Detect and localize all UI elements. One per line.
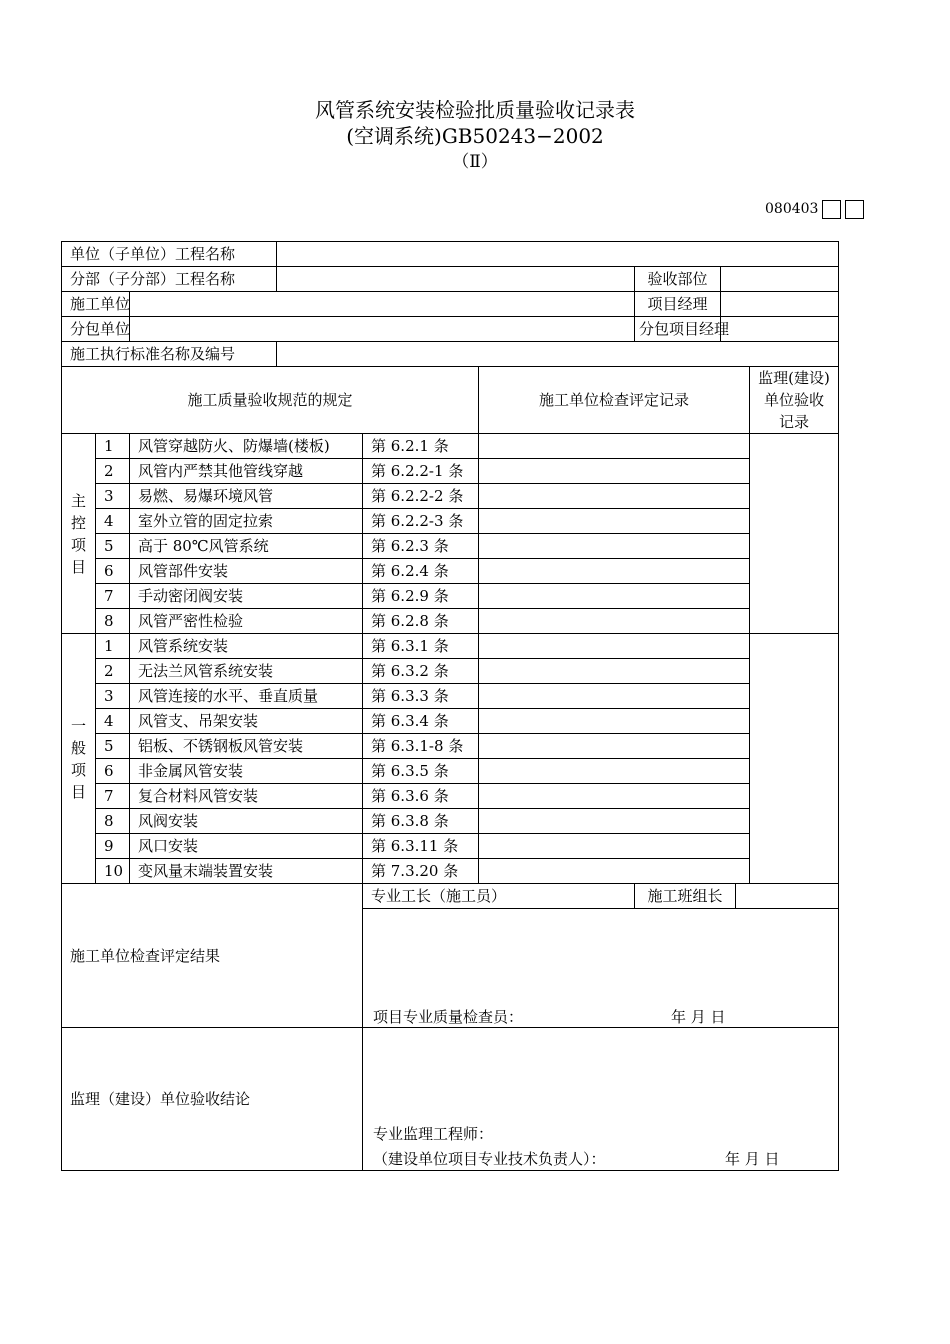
item-check-record[interactable]	[479, 609, 750, 634]
item-name: 风管内严禁其他管线穿越	[130, 459, 363, 484]
foreman-label: 专业工长（施工员）	[363, 884, 635, 909]
standard-name-label: 施工执行标准名称及编号	[62, 342, 277, 367]
main-items-category-label: 主控项目	[70, 491, 86, 576]
general-item-row	[62, 634, 839, 659]
item-number: 9	[96, 834, 130, 859]
item-clause: 第 6.2.4 条	[363, 559, 479, 584]
item-check-record[interactable]	[479, 559, 750, 584]
item-number: 6	[96, 759, 130, 784]
item-number: 1	[96, 434, 130, 459]
item-check-record[interactable]	[479, 659, 750, 684]
item-name: 变风量末端装置安装	[130, 859, 363, 884]
item-name: 风管严密性检验	[130, 609, 363, 634]
item-number: 3	[96, 484, 130, 509]
standard-name-value[interactable]	[277, 342, 839, 367]
supervision-conclusion-area[interactable]	[363, 1028, 839, 1171]
item-check-record[interactable]	[479, 859, 750, 884]
construction-result-area[interactable]	[363, 909, 839, 1028]
item-check-record[interactable]	[479, 834, 750, 859]
item-clause: 第 6.2.2-3 条	[363, 509, 479, 534]
item-clause: 第 6.3.6 条	[363, 784, 479, 809]
form-subtitle: (空调系统)GB50243−2002	[346, 124, 604, 148]
item-number: 2	[96, 459, 130, 484]
item-check-record[interactable]	[479, 684, 750, 709]
item-clause: 第 6.2.1 条	[363, 434, 479, 459]
item-name: 高于 80℃风管系统	[130, 534, 363, 559]
supervision-record-column-header: 监理(建设)单位验收记录	[750, 367, 839, 434]
item-name: 风管系统安装	[130, 634, 363, 659]
unit-project-name-value[interactable]	[277, 242, 839, 267]
item-check-record[interactable]	[479, 734, 750, 759]
general-item-row	[62, 834, 839, 859]
subcontract-manager-value[interactable]	[721, 317, 839, 342]
check-record-column-header: 施工单位检查评定记录	[479, 367, 750, 434]
main-item-row	[62, 534, 839, 559]
code-box-2[interactable]	[845, 200, 864, 219]
acceptance-part-label: 验收部位	[635, 267, 721, 292]
general-item-row	[62, 784, 839, 809]
item-number: 5	[96, 734, 130, 759]
general-item-row	[62, 759, 839, 784]
general-item-row	[62, 809, 839, 834]
item-clause: 第 7.3.20 条	[363, 859, 479, 884]
item-name: 风阀安装	[130, 809, 363, 834]
general-item-row	[62, 734, 839, 759]
quality-inspector-label: 项目专业质量检查员：	[373, 1008, 524, 1026]
item-number: 3	[96, 684, 130, 709]
spec-column-header: 施工质量验收规范的规定	[62, 367, 479, 434]
item-number: 7	[96, 584, 130, 609]
item-name: 铝板、不锈钢板风管安装	[130, 734, 363, 759]
item-clause: 第 6.2.2-1 条	[363, 459, 479, 484]
item-clause: 第 6.3.5 条	[363, 759, 479, 784]
general-item-row	[62, 859, 839, 884]
general-item-row	[62, 709, 839, 734]
item-name: 手动密闭阀安装	[130, 584, 363, 609]
subcontract-unit-value[interactable]	[130, 317, 635, 342]
item-check-record[interactable]	[479, 709, 750, 734]
item-clause: 第 6.3.4 条	[363, 709, 479, 734]
form-part-number: （Ⅱ）	[452, 152, 498, 172]
unit-project-name-label: 单位（子单位）工程名称	[62, 242, 277, 267]
item-clause: 第 6.3.1 条	[363, 634, 479, 659]
item-name: 易燃、易爆环境风管	[130, 484, 363, 509]
item-number: 8	[96, 809, 130, 834]
construction-unit-label: 施工单位	[62, 292, 130, 317]
main-item-row	[62, 559, 839, 584]
sub-project-name-value[interactable]	[277, 267, 635, 292]
item-check-record[interactable]	[479, 809, 750, 834]
form-code-number: 080403	[765, 201, 819, 217]
owner-tech-lead-label: （建设单位项目专业技术负责人）：	[373, 1150, 606, 1168]
team-leader-cell	[647, 884, 839, 909]
item-clause: 第 6.3.1-8 条	[363, 734, 479, 759]
general-item-row	[62, 684, 839, 709]
main-item-row	[62, 434, 839, 459]
item-name: 风管支、吊架安装	[130, 709, 363, 734]
team-leader-label: 施工班组长	[635, 884, 736, 908]
supervision-engineer-label: 专业监理工程师：	[373, 1125, 494, 1143]
main-item-row	[62, 584, 839, 609]
item-number: 7	[96, 784, 130, 809]
item-name: 复合材料风管安装	[130, 784, 363, 809]
form-code	[765, 198, 864, 220]
construction-result-label: 施工单位检查评定结果	[62, 884, 363, 1028]
item-clause: 第 6.2.3 条	[363, 534, 479, 559]
main-item-row	[62, 609, 839, 634]
general-items-category-label: 一般项目	[70, 716, 86, 801]
item-clause: 第 6.2.9 条	[363, 584, 479, 609]
item-check-record[interactable]	[479, 634, 750, 659]
item-number: 1	[96, 634, 130, 659]
general-item-row	[62, 659, 839, 684]
construction-unit-value[interactable]	[130, 292, 635, 317]
item-name: 风管部件安装	[130, 559, 363, 584]
item-clause: 第 6.2.8 条	[363, 609, 479, 634]
item-check-record[interactable]	[479, 534, 750, 559]
item-check-record[interactable]	[479, 459, 750, 484]
subcontract-unit-label: 分包单位	[62, 317, 130, 342]
item-name: 风管穿越防火、防爆墙(楼板)	[130, 434, 363, 459]
item-check-record[interactable]	[479, 509, 750, 534]
item-check-record[interactable]	[479, 434, 750, 459]
item-number: 5	[96, 534, 130, 559]
item-name: 风管连接的水平、垂直质量	[130, 684, 363, 709]
inspection-date: 年 月 日	[671, 1008, 726, 1026]
item-clause: 第 6.2.2-2 条	[363, 484, 479, 509]
item-number: 4	[96, 509, 130, 534]
main-item-row	[62, 509, 839, 534]
main-item-row	[62, 459, 839, 484]
item-name: 非金属风管安装	[130, 759, 363, 784]
supervision-conclusion-label: 监理（建设）单位验收结论	[62, 1028, 363, 1171]
item-check-record[interactable]	[479, 484, 750, 509]
item-number: 8	[96, 609, 130, 634]
item-check-record[interactable]	[479, 584, 750, 609]
project-manager-value[interactable]	[721, 292, 839, 317]
subcontract-manager-label: 分包项目经理	[635, 317, 721, 342]
supervision-date: 年 月 日	[725, 1150, 780, 1168]
item-check-record[interactable]	[479, 784, 750, 809]
code-box-1[interactable]	[822, 200, 841, 219]
acceptance-part-value[interactable]	[721, 267, 839, 292]
item-number: 2	[96, 659, 130, 684]
inspection-form	[61, 241, 839, 1171]
general-items-supervision-record[interactable]	[750, 634, 839, 884]
form-title: 风管系统安装检验批质量验收记录表	[315, 98, 635, 122]
item-number: 6	[96, 559, 130, 584]
item-clause: 第 6.3.2 条	[363, 659, 479, 684]
item-check-record[interactable]	[479, 759, 750, 784]
team-leader-value[interactable]	[736, 884, 838, 908]
sub-project-name-label: 分部（子分部）工程名称	[62, 267, 277, 292]
item-clause: 第 6.3.3 条	[363, 684, 479, 709]
main-items-category	[62, 434, 96, 634]
item-clause: 第 6.3.11 条	[363, 834, 479, 859]
item-number: 4	[96, 709, 130, 734]
item-name: 无法兰风管系统安装	[130, 659, 363, 684]
item-name: 室外立管的固定拉索	[130, 509, 363, 534]
project-manager-label: 项目经理	[635, 292, 721, 317]
item-name: 风口安装	[130, 834, 363, 859]
main-item-row	[62, 484, 839, 509]
main-items-supervision-record[interactable]	[750, 434, 839, 634]
general-items-category	[62, 634, 96, 884]
item-number: 10	[96, 859, 130, 884]
item-clause: 第 6.3.8 条	[363, 809, 479, 834]
